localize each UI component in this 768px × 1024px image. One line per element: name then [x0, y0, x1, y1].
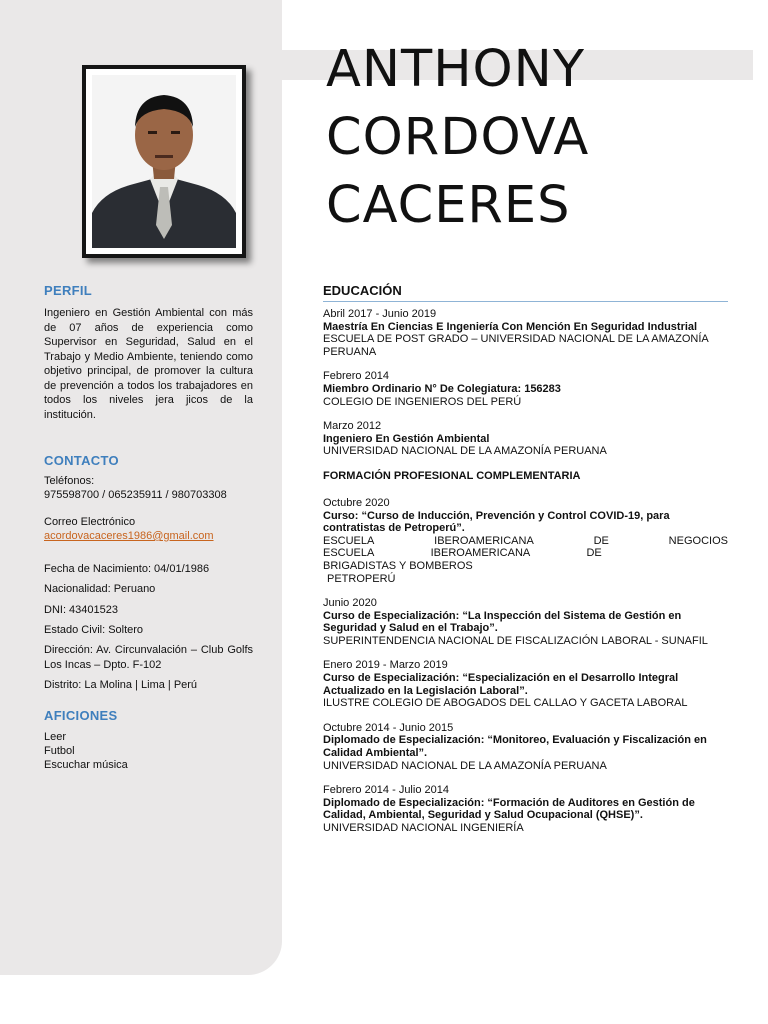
word: IBEROAMERICANA	[434, 534, 534, 547]
birth-date: Fecha de Nacimiento: 04/01/1986	[44, 563, 210, 575]
entry-date: Marzo 2012	[323, 420, 382, 433]
entry-date: Febrero 2014	[323, 370, 390, 383]
word: ESCUELA	[323, 534, 375, 547]
word: DE	[593, 534, 609, 547]
entry-degree: Miembro Ordinario N° De Colegiatura: 156283	[323, 382, 561, 395]
entry-institution: UNIVERSIDAD NACIONAL INGENIERÍA	[323, 822, 524, 834]
email-link[interactable]: acordovacaceres1986@gmail.com	[44, 530, 214, 542]
education-entry	[323, 370, 728, 408]
entry-course: Diplomado de Especialización: “Monitoreo, Evaluación y Fiscalización en Calidad Ambiental”.	[323, 734, 707, 760]
entry-institution-line	[323, 547, 728, 560]
entry-institution-line	[323, 535, 728, 548]
entry-degree: Ingeniero En Gestión Ambiental	[323, 432, 490, 445]
course-entry	[323, 497, 728, 585]
entry-date: Febrero 2014 - Julio 2014	[323, 784, 449, 797]
course-entry	[323, 784, 728, 834]
education-entry	[323, 420, 728, 458]
word: NEGOCIOS	[668, 534, 728, 547]
course-entry	[323, 722, 728, 772]
profile-photo	[82, 65, 246, 258]
hobby-item: Escuchar música	[44, 759, 128, 771]
entry-institution: ESCUELA DE POST GRADO – UNIVERSIDAD NACIONAL DE LA AMAZONÍA PERUANA	[323, 333, 709, 358]
education-entry	[323, 308, 728, 358]
entry-institution: SUPERINTENDENCIA NACIONAL DE FISCALIZACIÓN LABORAL - SUNAFIL	[323, 634, 708, 647]
course-entry	[323, 597, 728, 647]
name-line-1: ANTHONY	[326, 40, 585, 99]
hobby-item: Leer	[44, 731, 67, 743]
perfil-title: PERFIL	[44, 283, 93, 298]
civil-status: Estado Civil: Soltero	[44, 624, 144, 636]
perfil-text: Ingeniero en Gestión Ambiental con más de 07 años de experiencia como Supervisor en Seguridad, Salud en el Trabajo y Medio Ambiente, teniendo como objetivo principal, de promover la cultura de prevención a todos los trabajadores en todos los niveles jera jicos de la institución.	[44, 307, 253, 421]
entry-course: Diplomado de Especialización: “Formación de Auditores en Gestión de Calidad, Ambiental, Seguridad y Salud Ocupacional (QHSE)”.	[323, 796, 695, 822]
complementary-title: FORMACIÓN PROFESIONAL COMPLEMENTARIA	[323, 469, 581, 482]
address: Dirección: Av. Circunvalación – Club Golfs Los Incas – Dpto. F-102	[44, 644, 253, 671]
aficiones-title: AFICIONES	[44, 708, 118, 723]
contacto-title: CONTACTO	[44, 453, 119, 468]
entry-course: Curso de Especialización: “Especialización en el Desarrollo Integral Actualizado en la Legislación Laboral”.	[323, 672, 679, 697]
person-portrait-icon	[92, 75, 236, 248]
name-line-2: CORDOVA	[326, 108, 590, 167]
email-label: Correo Electrónico	[44, 516, 136, 528]
phones-value: 975598700 / 065235911 / 980703308	[44, 489, 227, 501]
word: IBEROAMERICANA	[430, 547, 531, 560]
dni: DNI: 43401523	[44, 604, 118, 616]
entry-institution: BRIGADISTAS Y BOMBEROS	[323, 559, 473, 572]
entry-date: Abril 2017 - Junio 2019	[323, 308, 437, 320]
word	[658, 547, 728, 560]
entry-date: Junio 2020	[323, 597, 377, 610]
district: Distrito: La Molina | Lima | Perú	[44, 679, 198, 691]
name-line-3: CACERES	[326, 176, 571, 235]
entry-date: Octubre 2020	[323, 496, 390, 509]
phones-label: Teléfonos:	[44, 475, 95, 487]
candidate-name	[326, 36, 589, 240]
word: ESCUELA	[323, 547, 375, 560]
entry-degree: Maestría En Ciencias E Ingeniería Con Mención En Seguridad Industrial	[323, 320, 698, 333]
entry-institution: ILUSTRE COLEGIO DE ABOGADOS DEL CALLAO Y GACETA LABORAL	[323, 697, 688, 710]
course-entry	[323, 659, 728, 709]
profile-photo-image	[92, 75, 236, 248]
entry-institution: COLEGIO DE INGENIEROS DEL PERÚ	[323, 395, 522, 408]
education-title: EDUCACIÓN	[323, 283, 402, 298]
education-divider	[323, 301, 728, 302]
nationality: Nacionalidad: Peruano	[44, 583, 156, 595]
entry-date: Enero 2019 - Marzo 2019	[323, 659, 448, 672]
entry-date: Octubre 2014 - Junio 2015	[323, 721, 454, 734]
entry-course: Curso de Especialización: “La Inspección del Sistema de Gestión en Seguridad y Salud en el Trabajo”.	[323, 609, 682, 635]
entry-institution: UNIVERSIDAD NACIONAL DE LA AMAZONÍA PERUANA	[323, 445, 607, 458]
entry-course: Curso: “Curso de Inducción, Prevención y Control COVID-19, para contratistas de Petroperú”.	[323, 509, 670, 535]
education-section	[323, 283, 728, 847]
entry-institution: PETROPERÚ	[327, 572, 396, 585]
hobby-item: Futbol	[44, 745, 75, 757]
header-band-curve	[282, 80, 322, 120]
word: DE	[586, 547, 602, 560]
entry-institution: UNIVERSIDAD NACIONAL DE LA AMAZONÍA PERUANA	[323, 759, 607, 772]
